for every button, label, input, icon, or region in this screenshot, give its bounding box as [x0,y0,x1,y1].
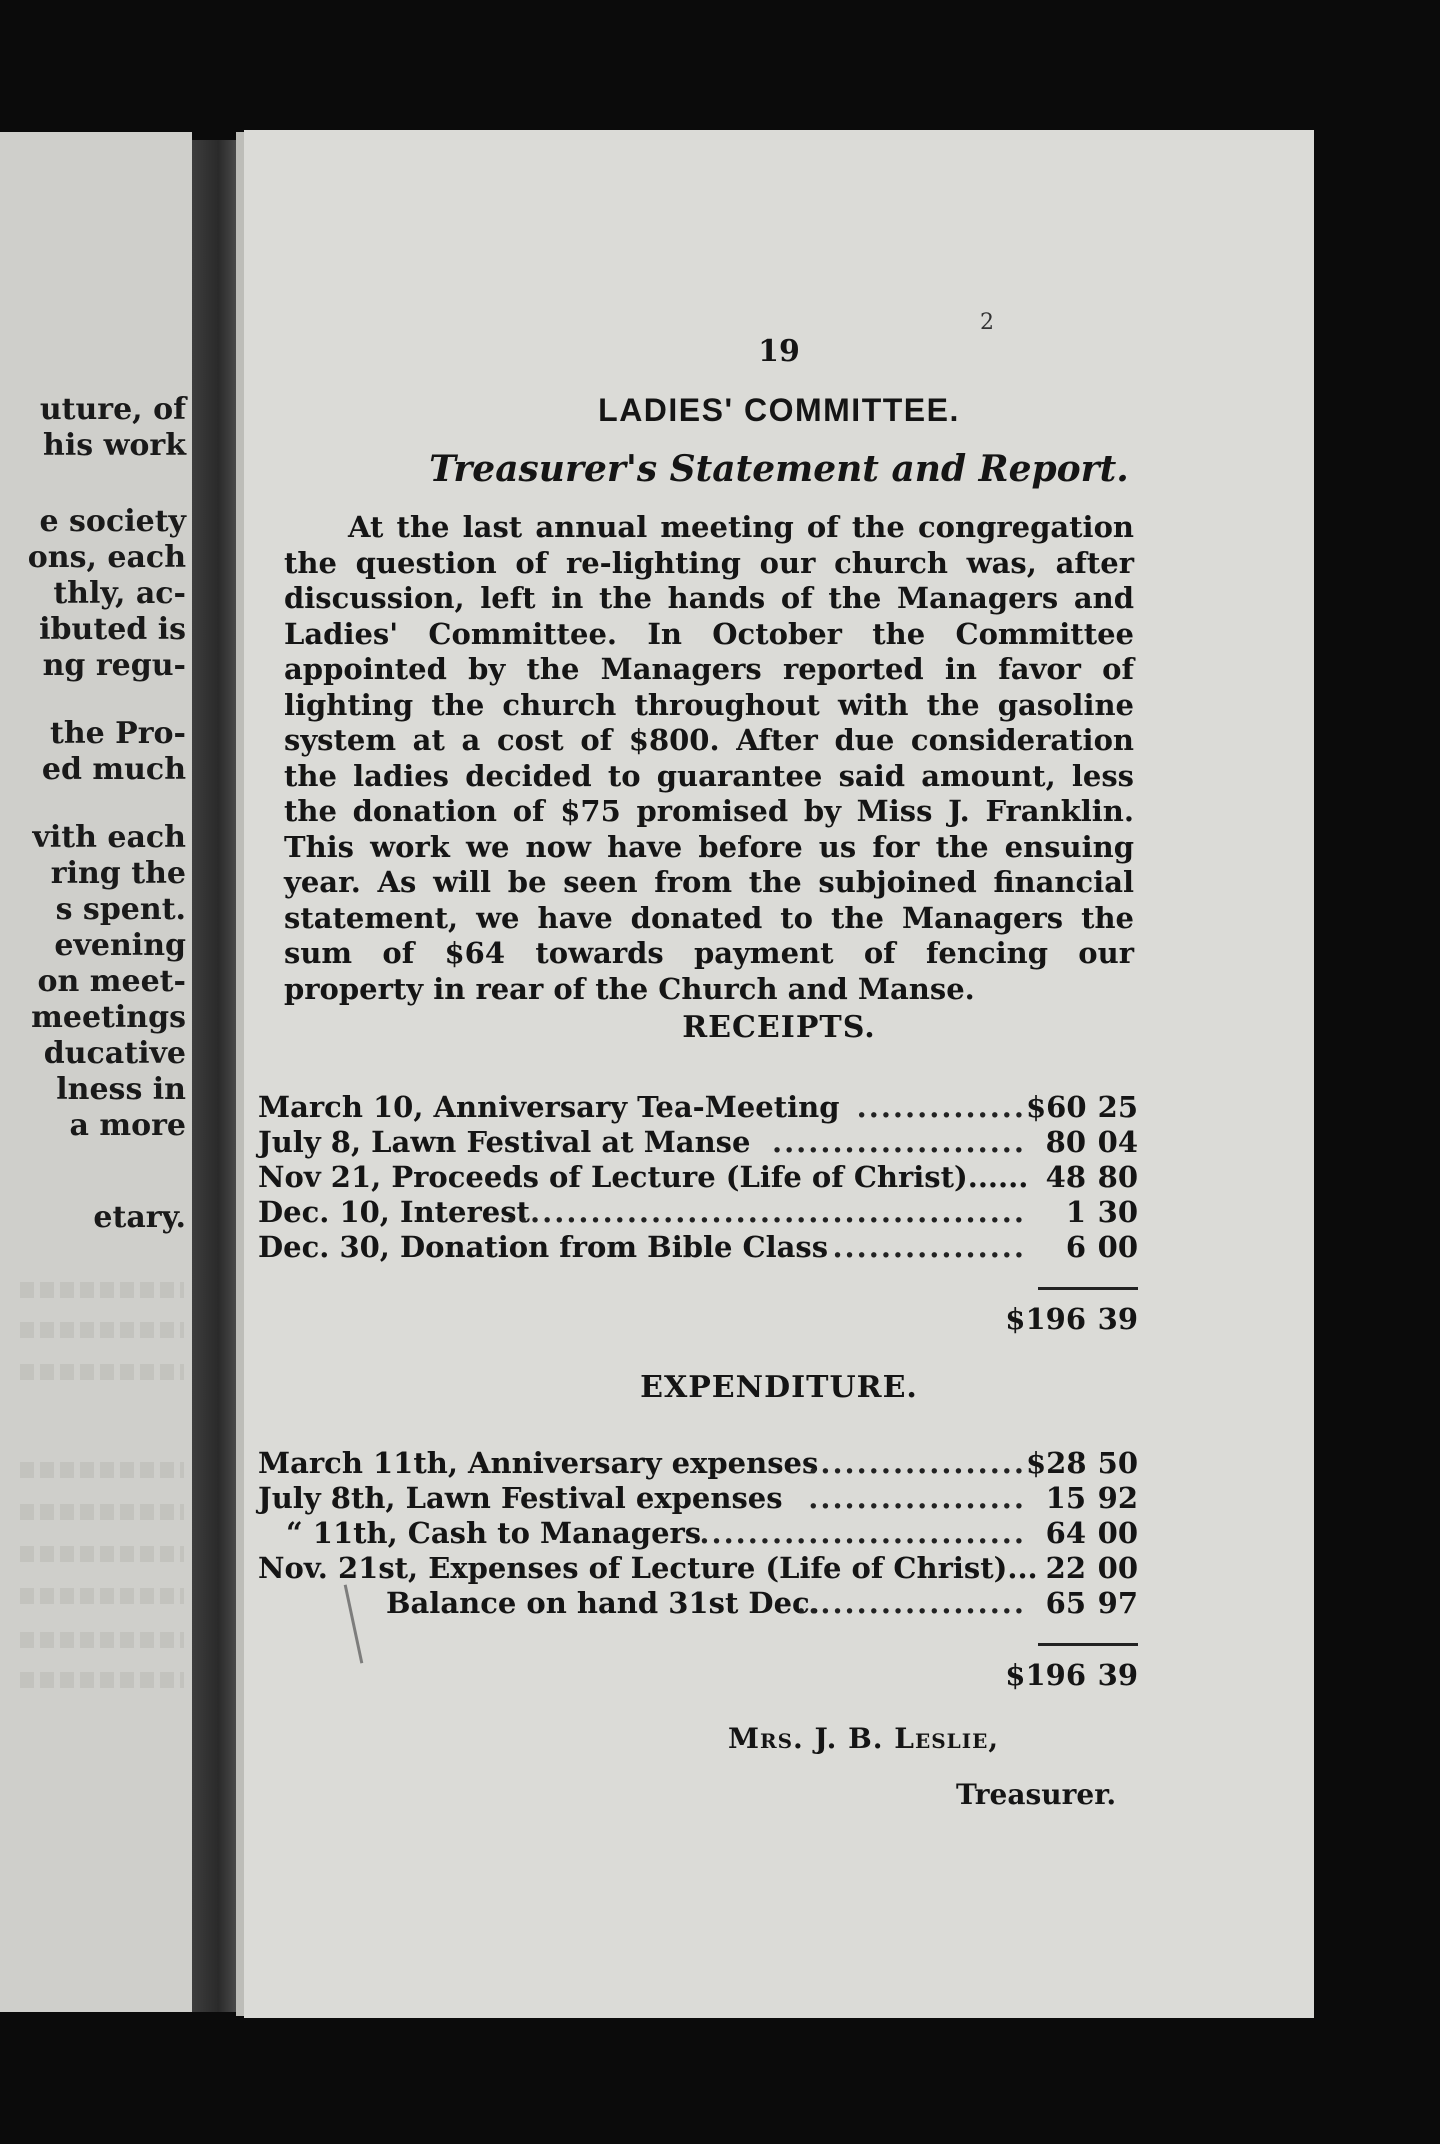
ledger-cents: 97 [1097,1586,1138,1620]
ledger-description: Nov 21, Proceeds of Lecture (Life of Christ)...... [258,1160,1029,1194]
expenditure-ledger [258,1446,1138,1696]
ledger-dollars: 48 [1045,1160,1086,1194]
left-page-line: meetings [31,1000,186,1035]
receipts-total [258,1302,1138,1340]
left-page-line: uture, of [39,392,186,427]
ledger-description: Nov. 21st, Expenses of Lecture (Life of Christ)... [258,1551,1038,1585]
left-page-line: ed much [41,752,186,787]
ledger-dollars: 22 [1045,1551,1086,1585]
left-page-line: e society [39,504,186,539]
ledger-cents: 00 [1097,1551,1138,1585]
page-title: LADIES' COMMITTEE. [598,392,960,428]
leader-dots: ........................................... [505,1195,1026,1229]
left-page-line: ng regu- [42,648,186,683]
leader-dots: .................. [808,1481,1026,1515]
leader-dots: .............. [856,1090,1026,1124]
left-page-line: evening [54,928,186,963]
left-page-line: his work [43,428,186,463]
ledger-dollars: $28 [1026,1446,1087,1480]
leader-dots: .................. [808,1446,1026,1480]
left-page-line: s spent. [55,892,186,927]
left-page-fragment [0,132,192,2012]
ledger-row [258,1230,1138,1265]
report-paragraph: At the last annual meeting of the congregation the question of re-lighting our church was, after discussion, left in the hands of the Managers and Ladies' Committee. In October the Committee appointed by the Managers reported in favor of lighting the church throughout with the gasoline system at a cost of $800. After due consideration the ladies decided to guarantee said amount, less the donation of $75 promised by Miss J. Franklin. This work we now have before us for the ensuing year. As will be seen from the subjoined financial statement, we have donated to the Managers the sum of $64 towards payment of fencing our property in rear of the Church and Manse. [284,510,1134,1006]
ledger-dollars: 80 [1045,1125,1086,1159]
ledger-row [258,1125,1138,1160]
ledger-description: July 8th, Lawn Festival expenses [258,1481,783,1515]
expenditure-total [258,1658,1138,1696]
left-page-line: ons, each [27,540,186,575]
left-page-line: thly, ac- [53,576,186,611]
faded-text [20,1546,184,1562]
faded-text [20,1504,184,1520]
book-gutter [192,140,236,2012]
ledger-dollars: 1 [1065,1195,1086,1229]
ledger-row [258,1516,1138,1551]
left-page-line: the Pro- [49,716,186,751]
ledger-description: March 11th, Anniversary expenses [258,1446,819,1480]
receipts-ledger [258,1090,1138,1340]
page-subtitle: Treasurer's Statement and Report. [429,448,1129,490]
faded-text [20,1672,184,1688]
faded-text [20,1632,184,1648]
ledger-cents: 30 [1097,1195,1138,1229]
receipts-title: RECEIPTS. [682,1010,876,1045]
total-dollars: $196 [1005,1302,1086,1336]
left-page-line: etary. [93,1200,186,1235]
ledger-dollars: 65 [1045,1586,1086,1620]
ledger-cents: 80 [1097,1160,1138,1194]
faded-text [20,1322,184,1338]
total-dollars: $196 [1005,1658,1086,1692]
left-page-line: on meet- [37,964,186,999]
total-cents: 39 [1097,1658,1138,1692]
left-page-line: ducative [43,1036,186,1071]
ledger-cents: 00 [1097,1516,1138,1550]
left-page-line: ibuted is [39,612,186,647]
leader-dots: ..................... [771,1125,1026,1159]
ledger-cents: 50 [1097,1446,1138,1480]
faded-text [20,1588,184,1604]
left-page-line: lness in [56,1072,186,1107]
ledger-description: Balance on hand 31st Dec. [386,1586,820,1620]
pencil-mark: 2 [980,310,994,335]
left-page-line: ring the [50,856,186,891]
ledger-row [258,1551,1138,1586]
ledger-description: Dec. 30, Donation from Bible Class [258,1230,829,1264]
treasurer-title: Treasurer. [956,1778,1117,1811]
ledger-row [258,1160,1138,1195]
ledger-dollars: 64 [1045,1516,1086,1550]
ledger-cents: 25 [1097,1090,1138,1124]
ledger-description: July 8, Lawn Festival at Manse [258,1125,751,1159]
ledger-row [258,1481,1138,1516]
ledger-dollars: $60 [1026,1090,1087,1124]
treasurer-signature: Mrs. J. B. Leslie, [728,1722,1000,1755]
faded-text [20,1364,184,1380]
ledger-description: “ 11th, Cash to Managers [286,1516,702,1550]
left-page-line: vith each [32,820,186,855]
ledger-dollars: 15 [1045,1481,1086,1515]
ledger-cents: 92 [1097,1481,1138,1515]
total-cents: 39 [1097,1302,1138,1336]
ledger-description: March 10, Anniversary Tea-Meeting [258,1090,840,1124]
leader-dots: ................... [796,1586,1026,1620]
expenditure-title: EXPENDITURE. [640,1370,918,1405]
ledger-row [258,1195,1138,1230]
ledger-row [258,1090,1138,1125]
total-rule [1038,1643,1138,1646]
total-rule [1038,1287,1138,1290]
leader-dots: ........................... [699,1516,1026,1550]
left-page-line: a more [69,1108,186,1143]
ledger-description: Dec. 10, Interest [258,1195,530,1229]
faded-text [20,1282,184,1298]
leader-dots: ................ [832,1230,1026,1264]
ledger-row [258,1586,1138,1621]
ledger-row [258,1446,1138,1481]
faded-text [20,1462,184,1478]
page-number: 19 [758,334,800,369]
ledger-cents: 00 [1097,1230,1138,1264]
document-page [244,130,1314,2018]
ledger-dollars: 6 [1065,1230,1086,1264]
ledger-cents: 04 [1097,1125,1138,1159]
